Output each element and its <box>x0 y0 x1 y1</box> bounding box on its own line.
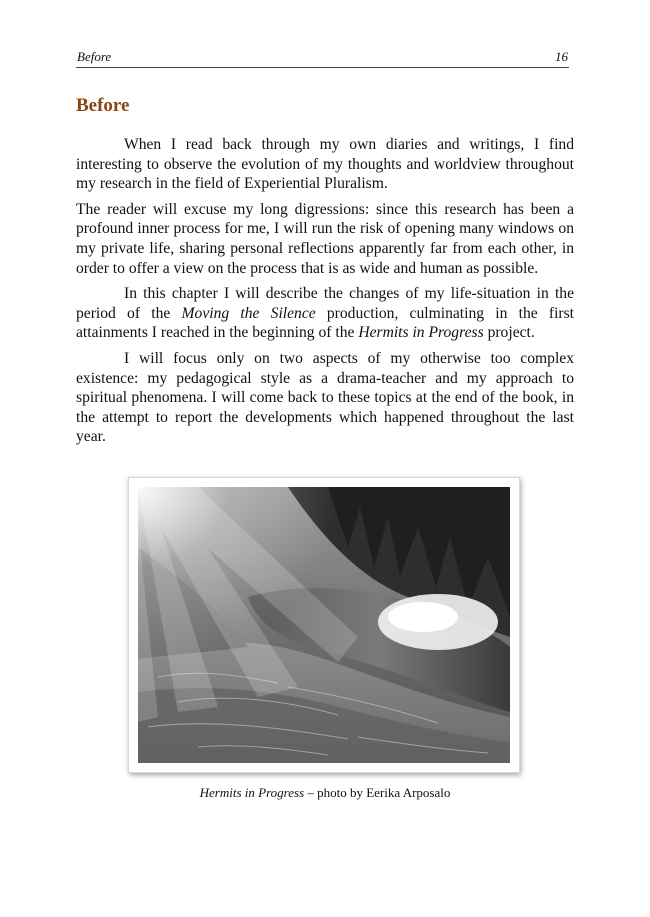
paragraph-3-text-3: project. <box>483 324 535 342</box>
photo-frame <box>128 477 520 773</box>
paragraph-4: I will focus only on two aspects of my otherwise too complex existence: my pedagogical style as a drama-teacher and my approach to spiritual phenomena. I will come back to these topics at the end of the book, in the attempt to report the developments which happened throughout the last year. <box>76 349 574 446</box>
caption-credit: – photo by Eerika Arposalo <box>304 785 451 800</box>
body-text <box>76 135 574 453</box>
river-photo <box>138 487 510 763</box>
paragraph-3 <box>76 284 574 343</box>
paragraph-1: When I read back through my own diaries and writings, I find interesting to observe the evolution of my thoughts and worldview throughout my research in the field of Experiential Pluralism. <box>76 136 574 193</box>
chapter-title: Before <box>76 95 130 116</box>
paragraph-2: The reader will excuse my long digressions: since this research has been a profound inner process for me, I will run the risk of opening many windows on my private life, sharing personal reflections apparently far from each other, in order to offer a view on the process that is as wide and human as possible. <box>76 200 574 277</box>
running-header-section: Before <box>77 49 112 64</box>
running-header <box>76 47 569 68</box>
project-title: Hermits in Progress <box>358 324 484 342</box>
paragraph-3-text-2: production, culminating in the first attainments I reached in the beginning of the <box>76 304 574 342</box>
paragraph-3-text-1: In this chapter I will describe the changes of my life-situation in the period of the <box>76 285 574 322</box>
photo-caption <box>76 785 574 801</box>
production-title: Moving the Silence <box>181 304 316 322</box>
page-number: 16 <box>555 49 568 64</box>
caption-title: Hermits in Progress <box>199 785 305 800</box>
